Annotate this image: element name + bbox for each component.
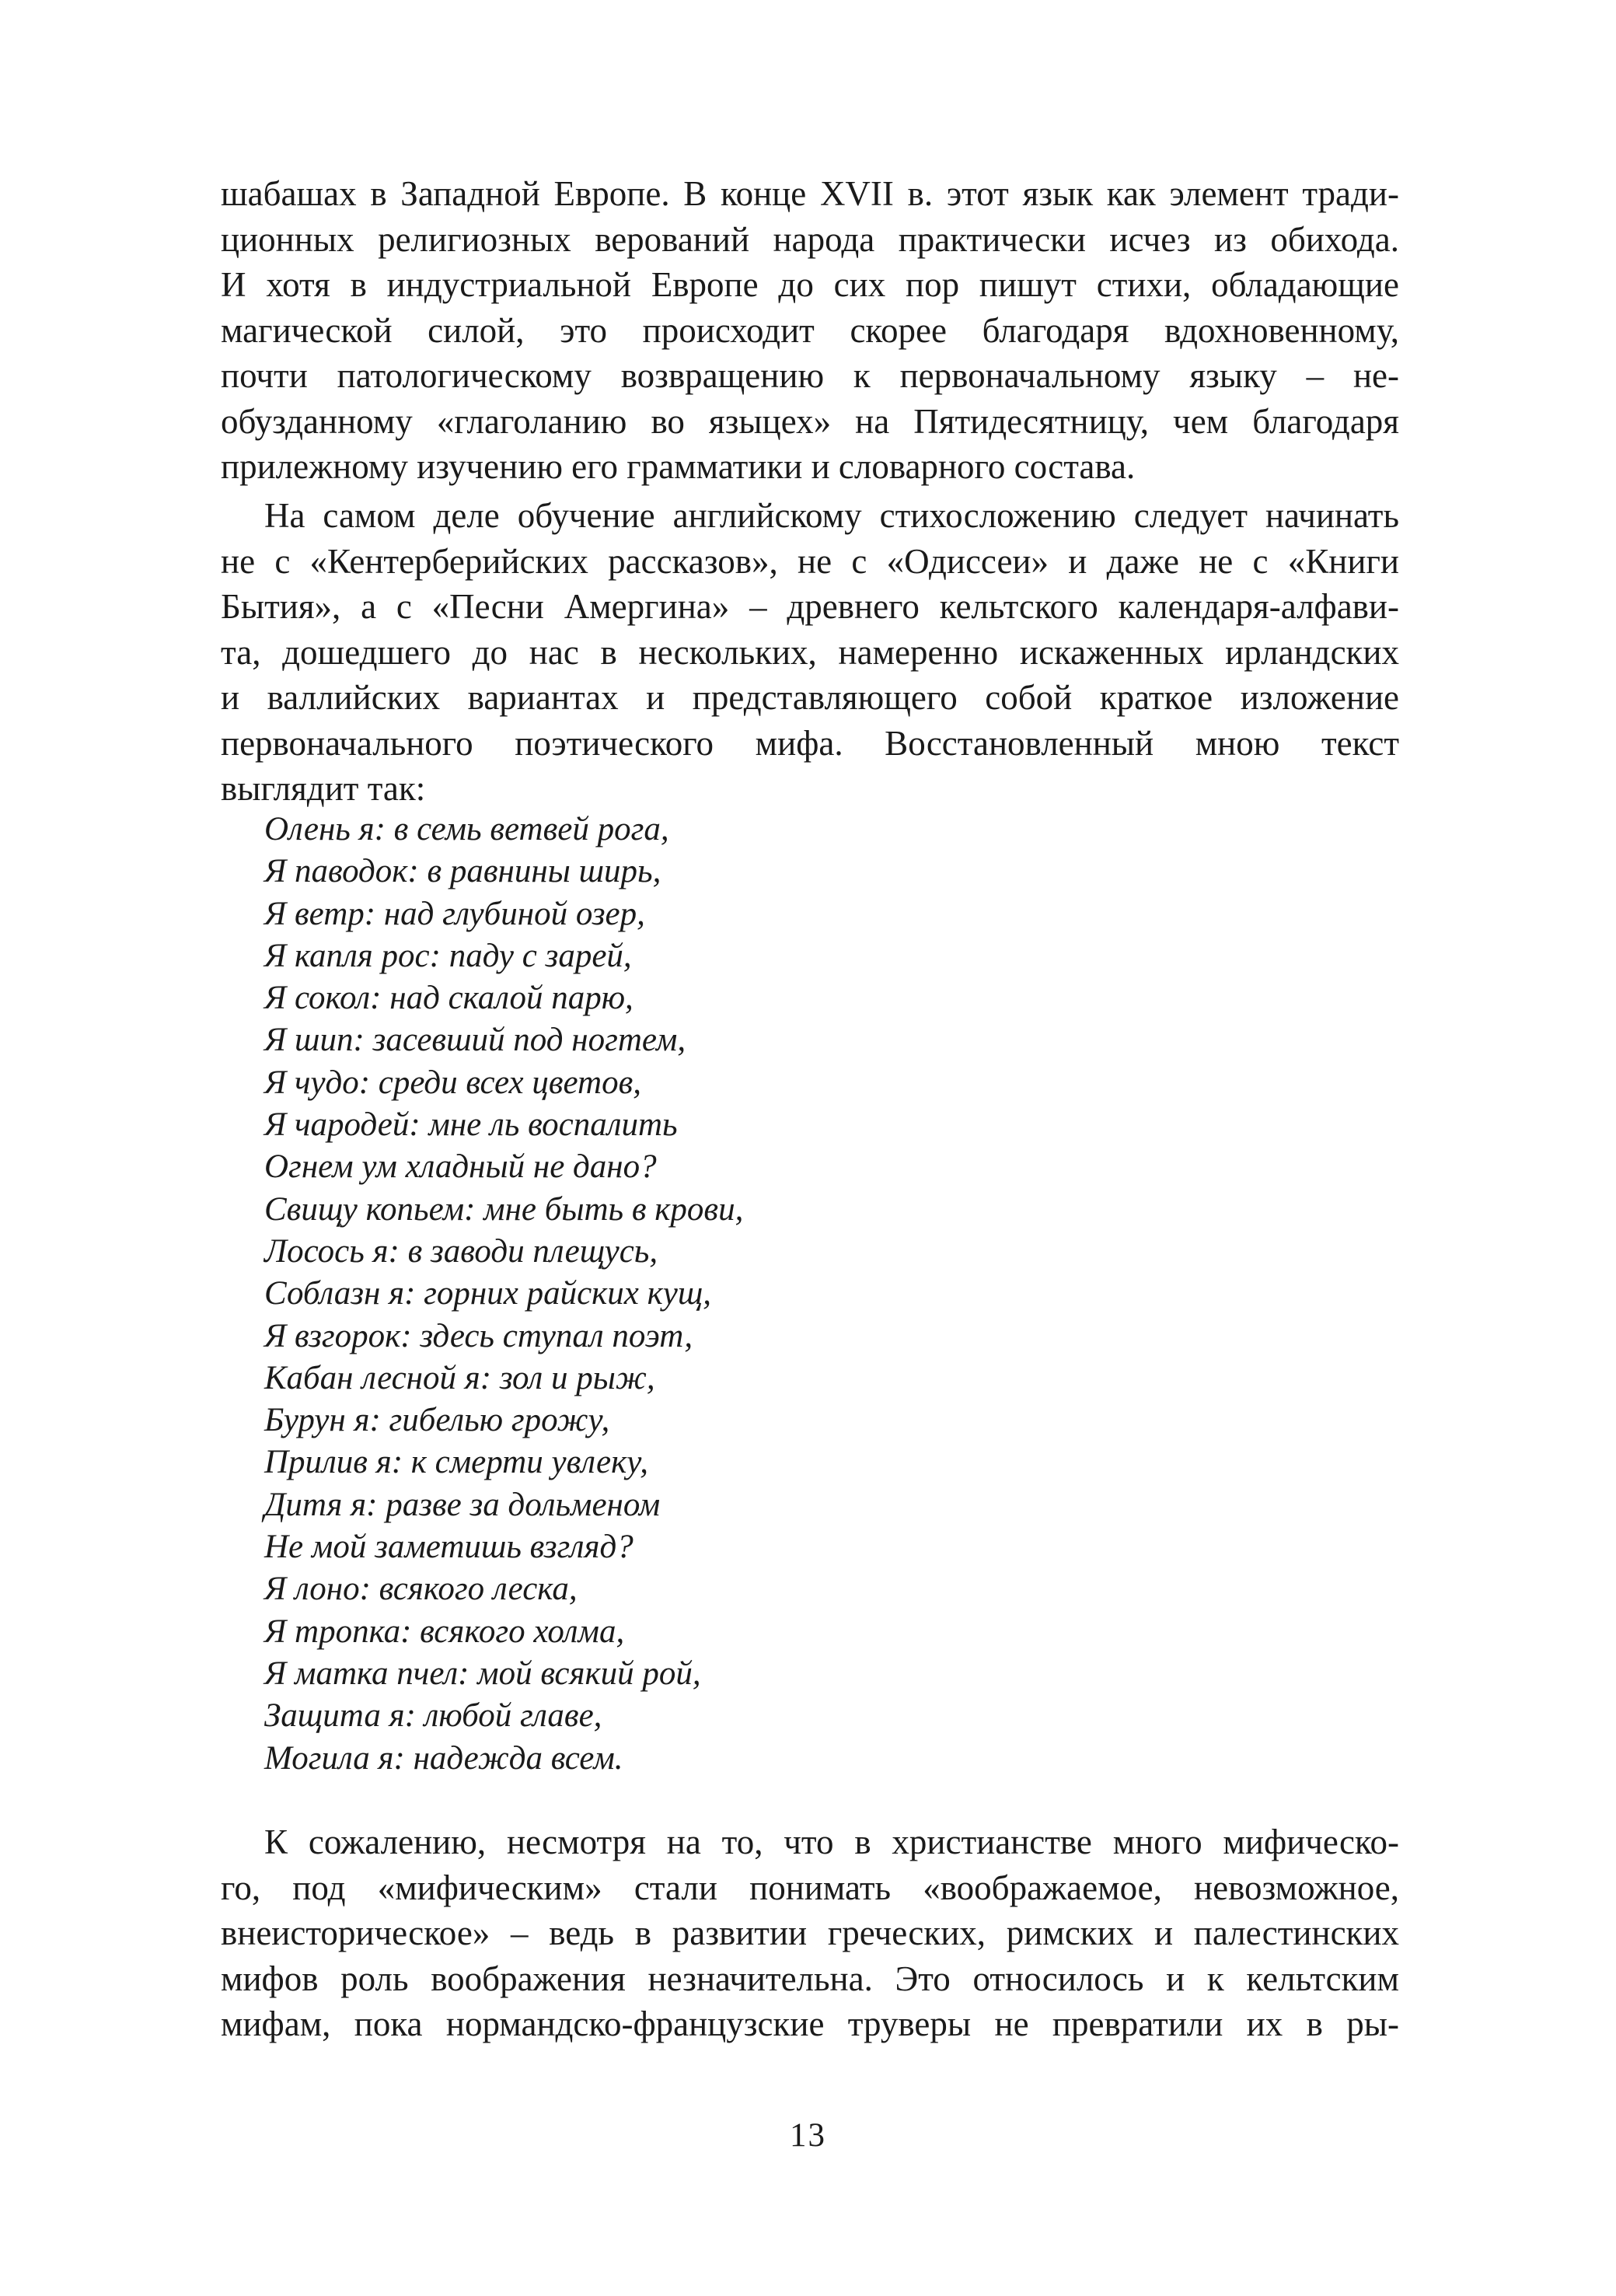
verse-line: Не мой заметишь взгляд? bbox=[264, 1529, 633, 1566]
text-line: прилежному изучению его грамматики и словарного состава. bbox=[221, 447, 1136, 486]
text-line: первоначального поэтического мифа. Восстановленный мною текст bbox=[221, 723, 1399, 763]
paragraph-bottom bbox=[221, 1819, 1399, 2047]
verse-line: Я паводок: в равнины ширь, bbox=[264, 853, 661, 890]
paragraph-second bbox=[221, 493, 1399, 812]
verse-line: Я сокол: над скалой парю, bbox=[264, 980, 633, 1017]
verse-line: Я ветр: над глубиной озер, bbox=[264, 895, 645, 932]
verse-line: Кабан лесной я: зол и рыж, bbox=[264, 1359, 655, 1396]
verse-line: Соблазн я: горних райских кущ, bbox=[264, 1275, 712, 1312]
verse-line: Могила я: надежда всем. bbox=[264, 1739, 623, 1777]
text-line: На самом деле обучение английскому стихосложению следует начинать bbox=[264, 496, 1399, 535]
verse-line: Я лоно: всякого леска, bbox=[264, 1571, 578, 1608]
page-number: 13 bbox=[790, 2117, 826, 2154]
text-line: го, под «мифическим» стали понимать «воображаемое, невозможное, bbox=[221, 1868, 1399, 1907]
paragraph-top bbox=[221, 171, 1399, 490]
text-line: Бытия», а с «Песни Амергина» – древнего кельтского календаря-алфави- bbox=[221, 587, 1399, 626]
verse-line: Прилив я: к смерти увлеку, bbox=[264, 1444, 648, 1481]
verse-line: Я чародей: мне ль воспалить bbox=[264, 1106, 678, 1144]
verse-line: Я шип: засевший под ногтем, bbox=[264, 1022, 686, 1059]
text-line: ционных религиозных верований народа практически исчез из обихода. bbox=[221, 219, 1399, 259]
verse-line: Свищу копьем: мне быть в крови, bbox=[264, 1190, 744, 1228]
text-line: та, дошедшего до нас в нескольких, намеренно искаженных ирландских bbox=[221, 632, 1399, 672]
verse-line: Дитя я: разве за дольменом bbox=[264, 1486, 661, 1523]
text-line: мифам, пока нормандско-французские труверы не превратили их в ры- bbox=[221, 2004, 1399, 2043]
text-line: и валлийских вариантах и представляющего собой краткое изложение bbox=[221, 678, 1399, 717]
text-line: внеисторическое» – ведь в развитии греческих, римских и палестинских bbox=[221, 1913, 1399, 1952]
verse-line: Лосось я: в заводи плещусь, bbox=[264, 1232, 658, 1270]
verse-line: Бурун я: гибелью грожу, bbox=[264, 1402, 610, 1439]
text-line: магической силой, это происходит скорее благодаря вдохновенному, bbox=[221, 310, 1399, 350]
text-line: шабашах в Западной Европе. В конце XVII в. этот язык как элемент тради- bbox=[221, 174, 1399, 213]
verse-song-of-amergin bbox=[264, 809, 743, 1780]
text-line: не с «Кентерберийских рассказов», не с «Одиссеи» и даже не с «Книги bbox=[221, 541, 1399, 581]
text-line: обузданному «глаголанию во языцех» на Пятидесятницу, чем благодаря bbox=[221, 401, 1399, 441]
verse-line: Я тропка: всякого холма, bbox=[264, 1613, 625, 1650]
verse-line: Олень я: в семь ветвей рога, bbox=[264, 811, 669, 847]
verse-line: Я взгорок: здесь ступал поэт, bbox=[264, 1317, 693, 1354]
text-line: почти патологическому возвращению к первоначальному языку – не- bbox=[221, 356, 1399, 395]
verse-line: Я капля рос: паду с зарей, bbox=[264, 937, 632, 974]
verse-line: Я матка пчел: мой всякий рой, bbox=[264, 1655, 701, 1692]
text-line: И хотя в индустриальной Европе до сих пор пишут стихи, обладающие bbox=[221, 265, 1399, 304]
text-line: мифов роль воображения незначительна. Это относилось и к кельтским bbox=[221, 1959, 1399, 1998]
verse-line: Я чудо: среди всех цветов, bbox=[264, 1064, 642, 1101]
text-line: К сожалению, несмотря на то, что в христианстве много мифическо- bbox=[264, 1822, 1399, 1861]
verse-line: Защита я: любой главе, bbox=[264, 1697, 602, 1735]
verse-line: Огнем ум хладный не дано? bbox=[264, 1148, 657, 1186]
text-line: выглядит так: bbox=[221, 769, 426, 808]
